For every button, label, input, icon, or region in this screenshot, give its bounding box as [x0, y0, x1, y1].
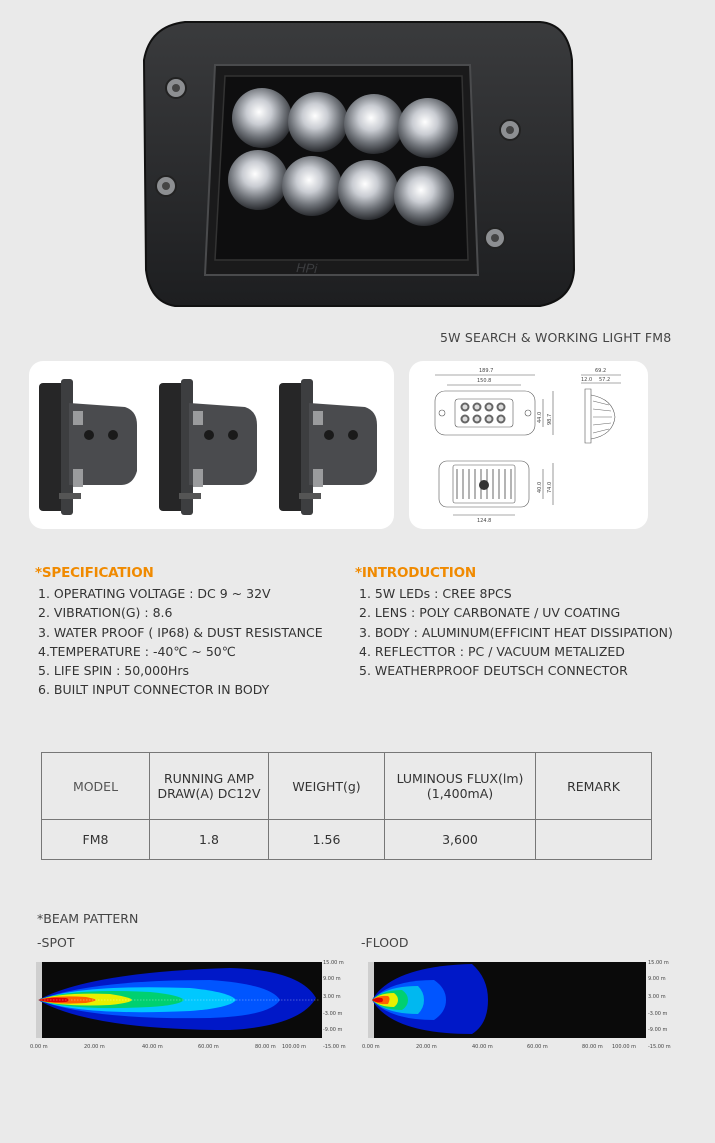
- spot-xtick: 40.00 m: [142, 1044, 163, 1050]
- intro-item: 4. REFLECTTOR : PC / VACUUM METALIZED: [359, 643, 625, 659]
- beam-pattern-title: *BEAM PATTERN: [37, 911, 139, 926]
- spot-ytick: 9.00 m: [323, 976, 341, 982]
- flood-ytick: 9.00 m: [648, 976, 666, 982]
- spot-xtick: 60.00 m: [198, 1044, 219, 1050]
- technical-drawing: [409, 361, 648, 529]
- spot-xtick: 80.00 m: [255, 1044, 276, 1050]
- flood-ytick: 3.00 m: [648, 994, 666, 1000]
- spec-item: 5. LIFE SPIN : 50,000Hrs: [38, 663, 190, 679]
- header-weight: WEIGHT(g): [269, 753, 385, 820]
- spec-item: 1. OPERATING VOLTAGE : DC 9 ~ 32V: [38, 586, 271, 601]
- dim-height-outer: 98.7: [547, 413, 553, 425]
- flood-xtick: 60.00 m: [527, 1044, 548, 1050]
- spec-item: 6. BUILT INPUT CONNECTOR IN BODY: [38, 682, 270, 698]
- header-amp: [150, 753, 269, 820]
- dim-height-inner: 44.0: [537, 411, 543, 423]
- spot-ytick: -3.00 m: [323, 1011, 343, 1017]
- spec-item: 3. WATER PROOF ( IP68) & DUST RESISTANCE: [38, 624, 323, 640]
- flood-xtick: 40.00 m: [472, 1044, 493, 1050]
- header-flux-line2: (1,400mA): [426, 786, 494, 801]
- side-views-photo: [29, 361, 394, 529]
- header-flux: [385, 753, 536, 820]
- intro-item: 2. LENS : POLY CARBONATE / UV COATING: [359, 605, 621, 621]
- spot-ytick: -15.00 m: [323, 1044, 346, 1050]
- cell-weight: 1.56: [269, 820, 385, 860]
- header-amp-line2: DRAW(A) DC12V: [157, 786, 261, 801]
- table-header-row: [42, 753, 652, 820]
- header-model: MODEL: [42, 753, 150, 820]
- dim-bottom-width: 124.8: [477, 518, 492, 524]
- flood-ytick: -9.00 m: [648, 1027, 668, 1033]
- cell-model: FM8: [42, 820, 150, 860]
- intro-item: 5. WEATHERPROOF DEUTSCH CONNECTOR: [359, 663, 628, 679]
- spot-label: -SPOT: [37, 935, 75, 950]
- spot-xtick: 100.00 m: [282, 1044, 306, 1050]
- spot-xtick: 0.00 m: [30, 1044, 48, 1050]
- dim-bottom-inner: 40.0: [537, 481, 543, 493]
- dim-width-outer: 189.7: [479, 368, 494, 374]
- spot-ytick: 3.00 m: [323, 994, 341, 1000]
- spot-ytick: 15.00 m: [323, 960, 344, 966]
- flood-beam-chart: [362, 958, 672, 1051]
- product-title: 5W SEARCH & WORKING LIGHT FM8: [440, 330, 672, 345]
- spec-item: 4.TEMPERATURE : -40℃ ~ 50℃: [38, 643, 236, 659]
- flood-xtick: 80.00 m: [582, 1044, 603, 1050]
- spot-beam-chart: [30, 958, 346, 1051]
- flood-label: -FLOOD: [361, 935, 409, 950]
- spot-xtick: 20.00 m: [84, 1044, 105, 1050]
- flood-xtick: 20.00 m: [416, 1044, 437, 1050]
- dim-flange: 12.0: [581, 377, 593, 383]
- dim-depth-inner: 57.2: [599, 377, 611, 383]
- flood-xtick: 0.00 m: [362, 1044, 380, 1050]
- flood-ytick: -3.00 m: [648, 1011, 668, 1017]
- flood-xtick: 100.00 m: [612, 1044, 636, 1050]
- dim-depth-outer: 69.2: [595, 368, 607, 374]
- side-views-panel: [29, 361, 394, 529]
- intro-item: 3. BODY : ALUMINUM(EFFICINT HEAT DISSIPATION): [359, 624, 673, 640]
- header-amp-line1: RUNNING AMP: [163, 771, 255, 786]
- flood-ytick: 15.00 m: [648, 960, 669, 966]
- cell-flux: 3,600: [385, 820, 536, 860]
- dim-bottom-outer: 74.0: [547, 481, 553, 493]
- specification-title: *SPECIFICATION: [35, 565, 154, 581]
- specification-list: [38, 584, 323, 700]
- cell-remark: [536, 820, 652, 860]
- technical-drawing-panel: [409, 361, 648, 529]
- cell-amp: 1.8: [150, 820, 269, 860]
- header-remark: REMARK: [536, 753, 652, 820]
- brand-logo: HPi: [295, 260, 318, 277]
- product-photo: [0, 0, 715, 325]
- spec-item: 2. VIBRATION(G) : 8.6: [38, 605, 173, 621]
- introduction-list: [359, 584, 673, 680]
- flood-ytick: -15.00 m: [648, 1044, 671, 1050]
- intro-item: 1. 5W LEDs : CREE 8PCS: [359, 586, 512, 601]
- spec-table: [41, 752, 652, 860]
- spot-ytick: -9.00 m: [323, 1027, 343, 1033]
- introduction-title: *INTRODUCTION: [355, 565, 476, 581]
- header-flux-line1: LUMINOUS FLUX(lm): [396, 771, 524, 786]
- dim-width-inner: 150.8: [477, 378, 492, 384]
- table-row: [42, 820, 652, 860]
